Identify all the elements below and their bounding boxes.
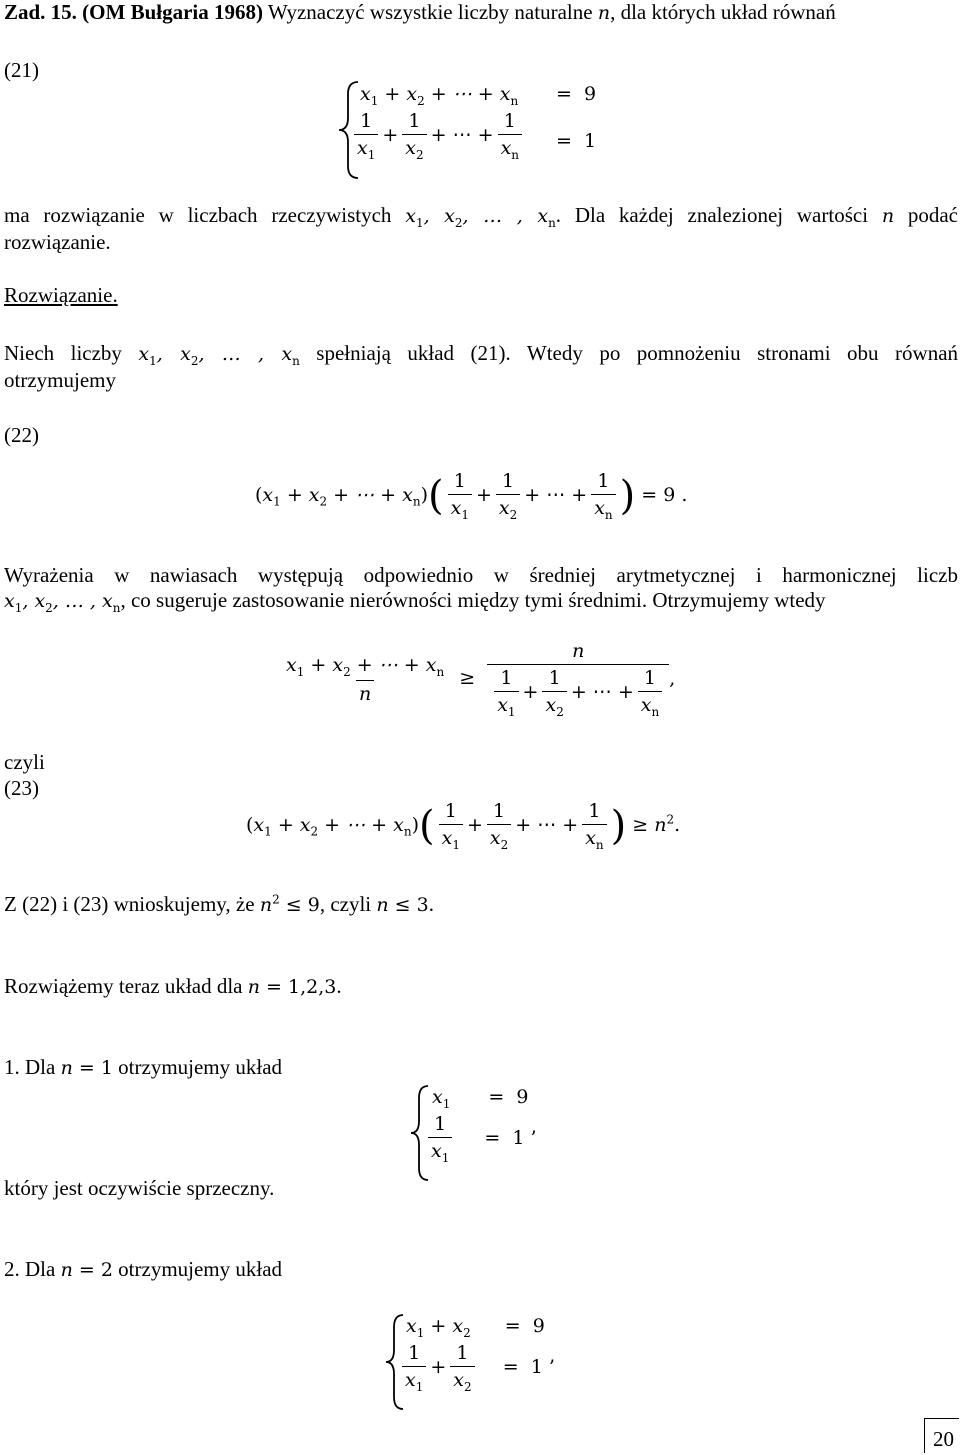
czyli-label: czyli (4, 750, 45, 774)
problem-heading (4, 0, 836, 25)
problem-number: Zad. 15. (OM Bułgaria 1968) (4, 0, 264, 24)
equation-label-22: (22) (4, 423, 39, 447)
problem-statement: Wyznaczyć wszystkie liczby naturalne (267, 0, 593, 24)
equation-label-21: (21) (4, 58, 39, 82)
problem-statement-end: , dla których układ równań (610, 0, 836, 24)
case-1-line: 1. Dla n = 1 otrzymujemy układ (4, 1055, 283, 1079)
paragraph-3 (4, 563, 958, 615)
equation-label-23: (23) (4, 776, 39, 800)
math-n: n (597, 2, 611, 24)
eq21-row1: $x_1 + x_2$ + ⋯ + $x_n$ (360, 83, 519, 108)
eq21-row2: $\frac{1}{x_1}$ + $\frac{1}{x_2}$ + ⋯ + $\frac{1}{x_n}$ (350, 110, 526, 162)
case-2-line: 2. Dla n = 2 otrzymujemy układ (4, 1257, 283, 1281)
para2-text-a: Niech liczby (4, 341, 122, 365)
case2-row1: $x_1 + x_2 = 9$ (406, 1315, 545, 1340)
am-hm-inequality: $\frac{x_1 + x_2 + \cdots + x_n}{n}$ ≥ n $\frac{1}{x_1}$ + $\frac{1}{x_2}$ + ⋯ + $\frac{1}{x_n}$ , (286, 640, 676, 719)
variables-list: $x_1$, $x_2$, … , $x_n$ (138, 343, 300, 368)
para1-text-a: ma rozwiązanie w liczbach rzeczywistych (4, 203, 392, 227)
variables-list: $x_1$, $x_2$, … , $x_n$ (4, 590, 121, 615)
solution-heading: Rozwiązanie. (4, 283, 118, 307)
case1-row2: $\frac{1}{x_1}$ = 1 ’ (424, 1113, 537, 1165)
page-number: 20 (933, 1427, 954, 1451)
variables-list: $x_1$, $x_2$, … , $x_n$ (405, 205, 556, 230)
para2-line2: otrzymujemy (4, 367, 116, 392)
eq21-row1-rhs: = 9 (556, 83, 597, 105)
plan-line: Rozwiążemy teraz układ dla n = 1,2,3. (4, 974, 342, 998)
equation-22: ($x_1 + x_2$ + ⋯ + $x_n$)( $\frac{1}{x_1}$ + $\frac{1}{x_2}$ + ⋯ + $\frac{1}{x_n}$ ) = 9 . (255, 470, 688, 522)
para2-text-b: spełniają układ (21). Wtedy po pomnożeniu stronami obu równań (316, 341, 959, 365)
paragraph-1 (4, 203, 958, 255)
page-number-box (924, 1418, 959, 1453)
eq21-row2-rhs: = 1 (556, 130, 597, 152)
para3-line2: , co sugeruje zastosowanie nierówności między tymi średnimi. Otrzymujemy wtedy (120, 588, 826, 612)
paragraph-2 (4, 341, 958, 393)
case1-row1: $x_1 = 9$ (432, 1086, 529, 1111)
para1-text-b: . Dla każdej znalezionej wartości (555, 203, 869, 227)
conclusion: Z (22) i (23) wnioskujemy, że $n^2 \le 9$, czyli n ≤ 3. (4, 892, 434, 916)
case2-row2: $\frac{1}{x_1}$ + $\frac{1}{x_2}$ = 1 ’ (398, 1342, 555, 1394)
para1-line2: rozwiązanie. (4, 229, 111, 254)
case-1-conclusion: który jest oczywiście sprzeczny. (4, 1176, 275, 1200)
para3-line1: Wyrażenia w nawiasach występują odpowiednio w średniej arytmetycznej i harmonicznej liczb (4, 563, 958, 587)
equation-23: ($x_1 + x_2$ + ⋯ + $x_n$)( $\frac{1}{x_1}$ + $\frac{1}{x_2}$ + ⋯ + $\frac{1}{x_n}$ ) ≥ $n^2$. (246, 800, 681, 852)
para1-text-c: podać (907, 203, 959, 227)
math-n: n (881, 205, 895, 227)
